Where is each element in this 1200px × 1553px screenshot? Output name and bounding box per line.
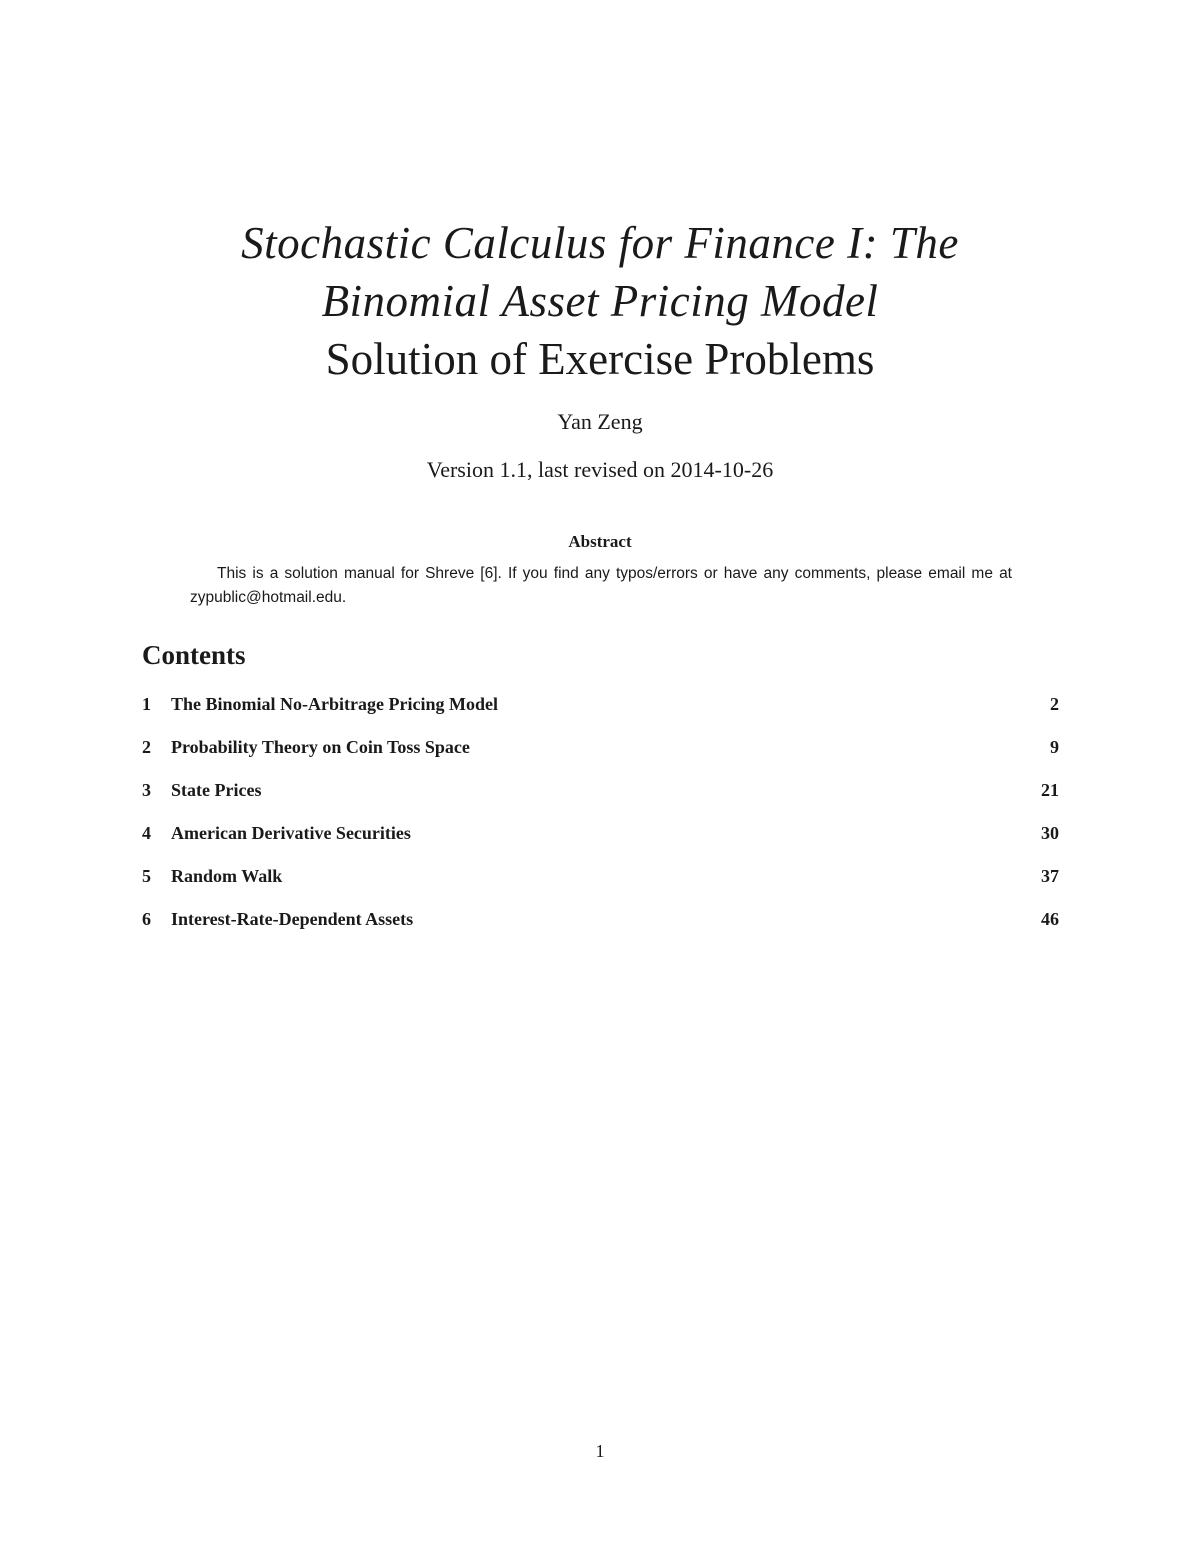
- toc-entry-number: 5: [142, 866, 151, 886]
- toc-entry[interactable]: [142, 819, 1059, 862]
- abstract-text: This is a solution manual for Shreve [6]. If you find any typos/errors or have any comments, please email me at zypublic@hotmail.edu.: [190, 565, 1012, 606]
- version-line: Version 1.1, last revised on 2014-10-26: [426, 457, 774, 482]
- toc-entry-title[interactable]: The Binomial No-Arbitrage Pricing Model: [171, 694, 498, 714]
- toc-entry-title[interactable]: State Prices: [171, 780, 262, 800]
- toc-entry-number: 6: [142, 909, 151, 929]
- toc-entry[interactable]: [142, 690, 1059, 733]
- toc-entry[interactable]: [142, 905, 1059, 948]
- title-line-2: Binomial Asset Pricing Model: [321, 276, 879, 326]
- toc-entry-page[interactable]: 46: [1041, 909, 1059, 929]
- author: Yan Zeng: [557, 409, 643, 434]
- toc-entry-title[interactable]: Interest-Rate-Dependent Assets: [171, 909, 414, 929]
- toc-entry-page[interactable]: 9: [1050, 737, 1059, 757]
- subtitle: Solution of Exercise Problems: [325, 334, 875, 384]
- toc-entry-number: 4: [142, 823, 151, 843]
- toc-entry[interactable]: [142, 733, 1059, 776]
- toc-entry-title[interactable]: Random Walk: [171, 866, 283, 886]
- toc-entry-page[interactable]: 21: [1041, 780, 1059, 800]
- title-block: [0, 214, 1200, 388]
- toc-entry-title[interactable]: Probability Theory on Coin Toss Space: [171, 737, 470, 757]
- toc-entry[interactable]: [142, 862, 1059, 905]
- toc-entry-number: 1: [142, 694, 151, 714]
- toc-entry-page[interactable]: 37: [1041, 866, 1059, 886]
- contents-heading: Contents: [142, 640, 246, 670]
- table-of-contents: [142, 690, 1059, 948]
- toc-entry-title[interactable]: American Derivative Securities: [171, 823, 411, 843]
- toc-entry[interactable]: [142, 776, 1059, 819]
- abstract-heading: Abstract: [568, 532, 632, 551]
- page-number: 1: [595, 1441, 605, 1461]
- toc-entry-number: 2: [142, 737, 151, 757]
- toc-entry-page[interactable]: 30: [1041, 823, 1059, 843]
- toc-entry-number: 3: [142, 780, 151, 800]
- toc-entry-page[interactable]: 2: [1050, 694, 1059, 714]
- title-line-1: Stochastic Calculus for Finance I: The: [241, 218, 959, 268]
